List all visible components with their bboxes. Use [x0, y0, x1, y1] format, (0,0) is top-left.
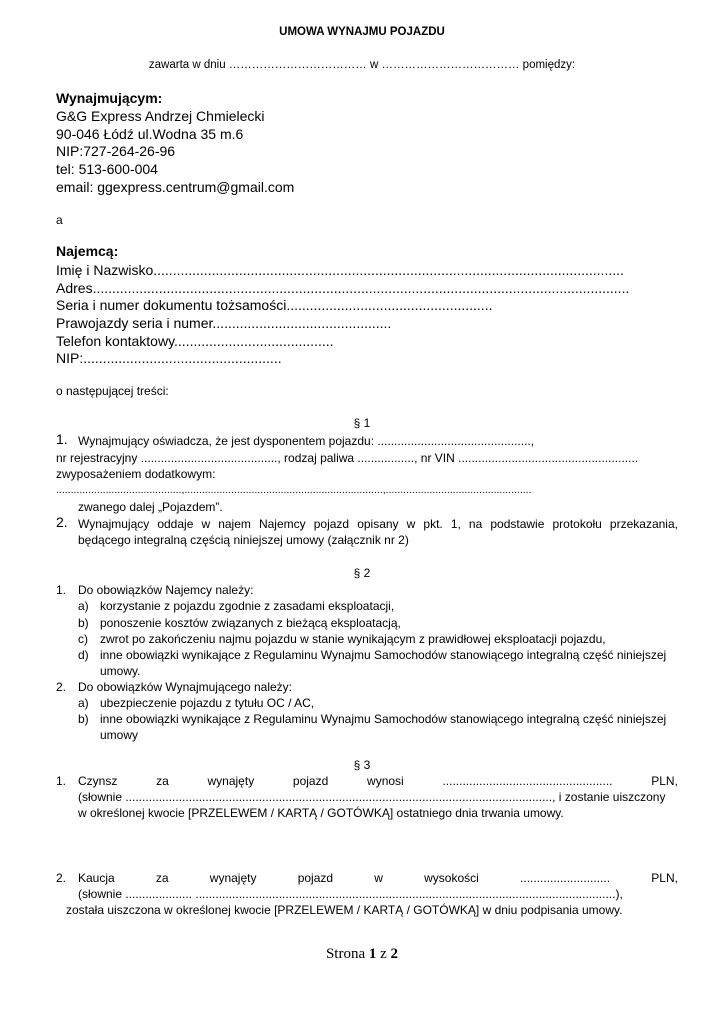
lessee-address-field: Adres..........................................................................................................................................	[56, 280, 630, 296]
justified-word: w	[406, 517, 416, 531]
s1-point-1-text: Wynajmujący oświadcza, że jest dysponentem pojazdu: ..............................................,	[78, 434, 535, 448]
lessee-nip-field: NIP:...................................................	[56, 350, 282, 366]
section-1-heading: § 1	[353, 416, 371, 430]
justified-word: pojazd	[292, 774, 329, 788]
s2-item-a-letter: a)	[78, 599, 89, 613]
justified-word: za	[155, 871, 169, 885]
justified-word: ...........................	[520, 871, 611, 885]
justified-word: PLN,	[651, 774, 678, 788]
lessor-name: G&G Express Andrzej Chmielecki	[56, 108, 265, 124]
s2-point-2-number: 2.	[56, 680, 67, 694]
justified-word: na	[468, 517, 483, 531]
page-number-prefix: Strona	[325, 946, 369, 962]
s3-deposit-payment-method: została uiszczona w określonej kwocie [PRZELEWEM / KARTĄ / GOTÓWKĄ] w dniu podpisania umowy.	[66, 903, 623, 917]
s3-rent-words-field: (słownie ................................................................................................................................, i zostanie uiszczony	[78, 790, 666, 804]
s1-point-2-text	[78, 517, 678, 531]
s3-rent-payment-method: w określonej kwocie [PRZELEWEM / KARTĄ / GOTÓWKĄ] ostatniego dnia trwania umowy.	[78, 806, 564, 820]
justified-word: pojazd	[313, 517, 350, 531]
s2-item-d-continuation: umowy.	[100, 664, 141, 678]
justified-word: ...................................................	[442, 774, 613, 788]
s2-item2-b-continuation: umowy	[100, 728, 139, 742]
s1-point-2-number: 2.	[56, 514, 68, 530]
s2-item-d-letter: d)	[78, 648, 89, 662]
total-pages: 2	[390, 946, 399, 962]
s3-point-2-number: 2.	[56, 871, 67, 885]
lessor-email: email: ggexpress.centrum@gmail.com	[56, 179, 295, 195]
s3-deposit-text	[78, 871, 678, 885]
s1-vehicle-definition: zwanego dalej „Pojazdem”.	[78, 500, 223, 514]
justified-word: w	[201, 517, 211, 531]
justified-word: Wynajmujący	[78, 517, 150, 531]
lessor-heading: Wynajmującym:	[56, 90, 163, 106]
page-number	[0, 946, 724, 963]
justified-word: wynosi	[367, 774, 404, 788]
justified-word: Najemcy	[258, 517, 306, 531]
justified-word: podstawie	[490, 517, 545, 531]
justified-word: Czynsz	[78, 774, 118, 788]
s2-item2-a-letter: a)	[78, 696, 89, 710]
justified-word: opisany	[357, 517, 399, 531]
s1-point-1-number: 1.	[56, 431, 68, 447]
contract-intro: zawarta w dniu ……………………………… w ……………………………… pomiędzy:	[148, 59, 576, 71]
s2-item-b-text: ponoszenie kosztów związanych z bieżącą eksploatacją,	[100, 616, 401, 630]
s2-item2-b-letter: b)	[78, 712, 89, 726]
lessee-heading: Najemcą:	[56, 243, 119, 259]
s2-item-d-text: inne obowiązki wynikające z Regulaminu Wynajmu Samochodów stanowiącego integralną część niniejszej	[100, 648, 667, 662]
content-intro: o następującej treści:	[56, 384, 169, 398]
lessee-phone-field: Telefon kontaktowy.........................................	[56, 333, 334, 349]
s2-item-a-text: korzystanie z pojazdu zgodnie z zasadami eksploatacji,	[100, 599, 395, 613]
justified-word: wysokości	[424, 871, 479, 885]
justified-word: oddaje	[157, 517, 194, 531]
s3-deposit-words-field: (słownie .................... ..............................................................................................................................),	[78, 887, 623, 901]
justified-word: przekazania,	[609, 517, 678, 531]
justified-word: PLN,	[651, 871, 678, 885]
s2-point-2-text: Do obowiązków Wynajmującego należy:	[78, 680, 292, 694]
s2-point-1-number: 1.	[56, 583, 67, 597]
document-title: UMOWA WYNAJMU POJAZDU	[279, 26, 445, 38]
justified-word: pojazd	[297, 871, 334, 885]
justified-word: najem	[218, 517, 251, 531]
justified-word: w	[374, 871, 383, 885]
s2-item2-b-text: inne obowiązki wynikające z Regulaminu Wynajmu Samochodów stanowiącego integralną część niniejszej	[100, 712, 667, 726]
current-page: 1	[368, 946, 377, 962]
justified-word: protokołu	[552, 517, 602, 531]
lessee-license-field: Prawojazdy seria i numer..............................................	[56, 315, 392, 331]
s3-point-1-number: 1.	[56, 774, 67, 788]
lessee-name-field: Imię i Nazwisko.........................................................................................................................	[56, 262, 624, 278]
lessor-nip: NIP:727-264-26-96	[56, 143, 176, 159]
s2-point-1-text: Do obowiązków Najemcy należy:	[78, 583, 254, 597]
s2-item2-a-text: ubezpieczenie pojazdu z tytułu OC / AC,	[100, 696, 315, 710]
s1-equipment-label: zwyposażeniem dodatkowym:	[56, 467, 216, 481]
lessor-address: 90-046 Łódź ul.Wodna 35 m.6	[56, 126, 244, 142]
s1-equipment-field: ...........................................,....................................................................,..................................................	[56, 484, 532, 496]
s3-rent-text	[78, 774, 678, 788]
justified-word: wynajęty	[209, 871, 257, 885]
section-3-heading: § 3	[353, 758, 371, 772]
s1-registration-line: nr rejestracyjny ........................................., rodzaj paliwa ................., nr VIN ......................................................	[56, 451, 639, 465]
justified-word: pkt.	[423, 517, 443, 531]
s2-item-c-text: zwrot po zakończeniu najmu pojazdu w stanie wynikającym z prawidłowej eksploatacji pojazdu,	[100, 632, 606, 646]
s2-item-c-letter: c)	[78, 632, 88, 646]
justified-word: 1,	[450, 517, 461, 531]
lessee-id-field: Seria i numer dokumentu tożsamości.....................................................	[56, 297, 493, 313]
s2-item-b-letter: b)	[78, 616, 89, 630]
section-2-heading: § 2	[353, 566, 371, 580]
conjunction: a	[56, 213, 63, 227]
justified-word: Kaucja	[78, 871, 115, 885]
s1-point-2-continuation: będącego integralną częścią niniejszej umowy (załącznik nr 2)	[78, 533, 409, 547]
page-number-separator: z	[376, 946, 391, 962]
justified-word: wynajęty	[207, 774, 255, 788]
justified-word: za	[156, 774, 169, 788]
lessor-phone: tel: 513-600-004	[56, 161, 158, 177]
